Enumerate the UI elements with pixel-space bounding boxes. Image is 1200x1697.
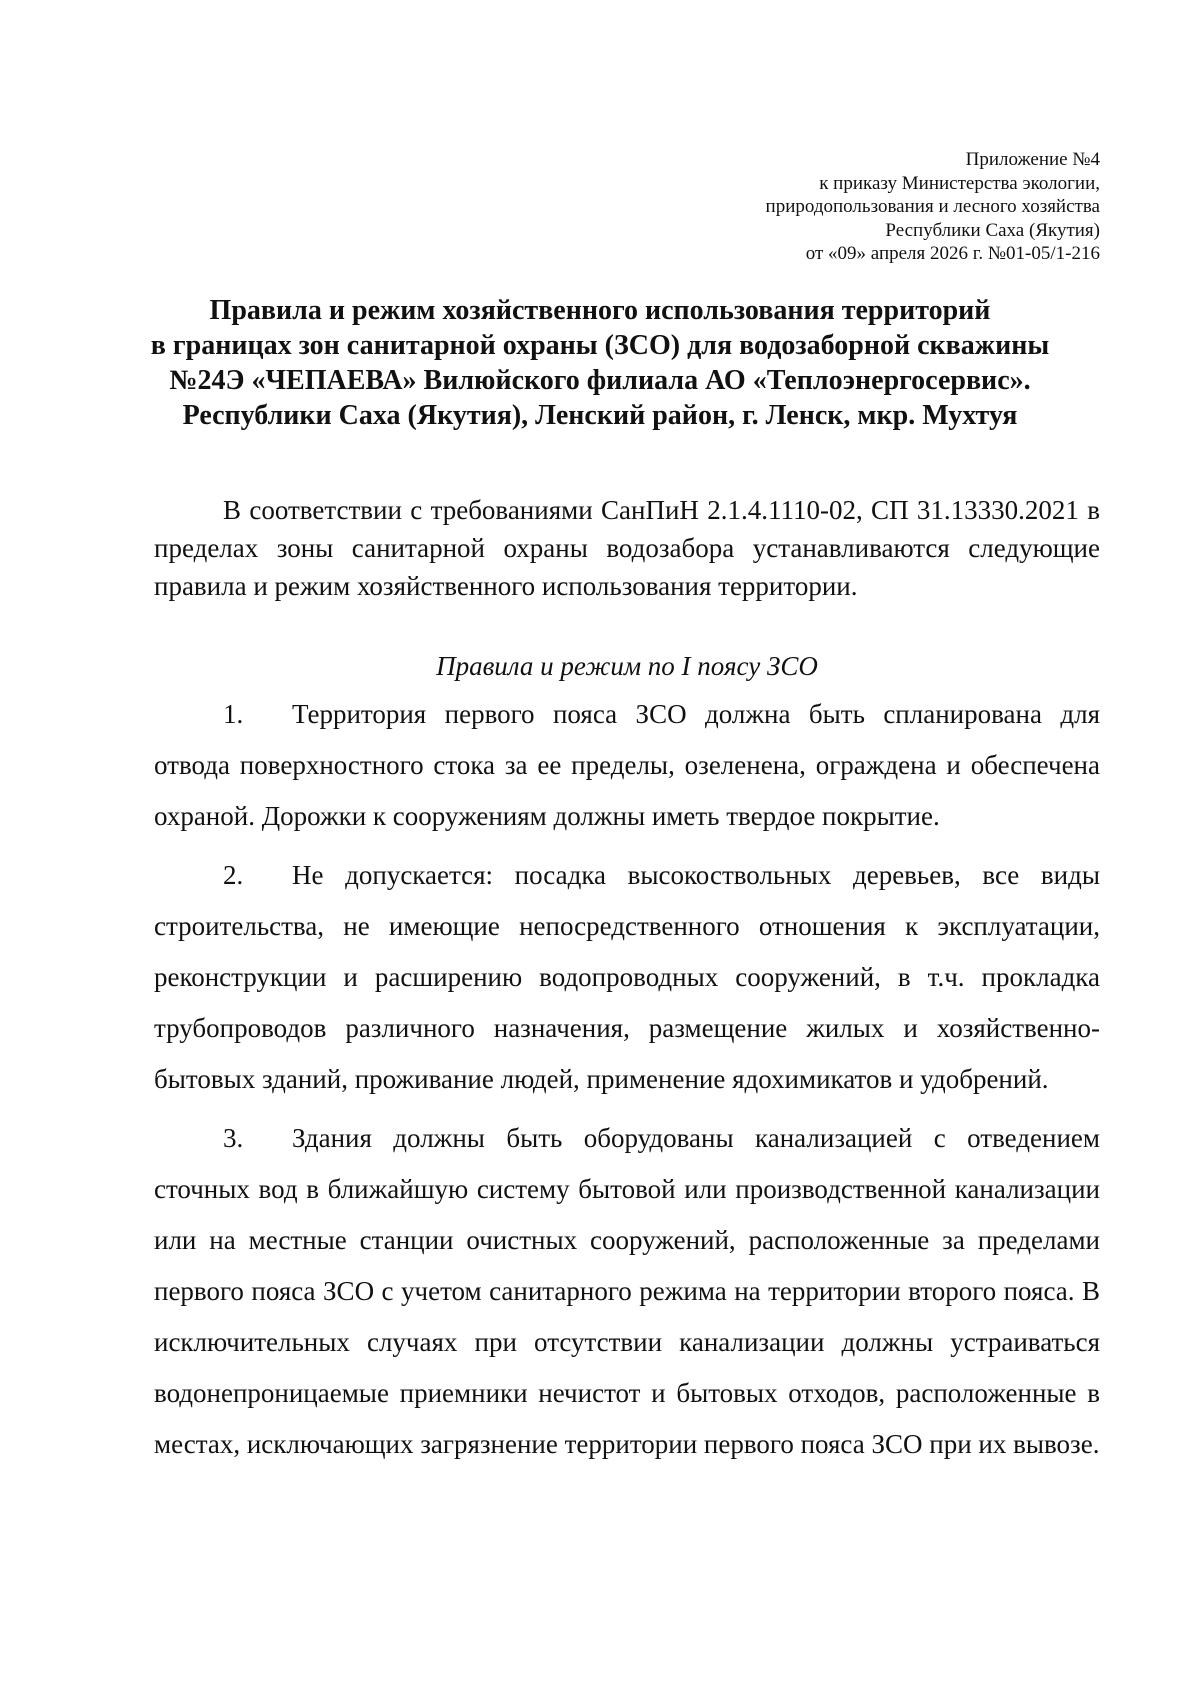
appendix-line: Приложение №4	[965, 149, 1100, 170]
list-item	[154, 1113, 1100, 1470]
item-number: 3.	[223, 1123, 244, 1153]
item-number: 1.	[223, 699, 244, 729]
item-text: Не допускается: посадка высокоствольных деревьев, все виды строительства, не имеющие непосредственного отношения к эксплуатации, реконструкции и расширению водопроводных сооружений, в т.ч. прокладка трубопроводов различного назначения, размещение жилых и хозяйственно-бытовых зданий, проживание людей, применение ядохимикатов и удобрений.	[154, 860, 1100, 1094]
title-line: в границах зон санитарной охраны (ЗСО) для водозаборной скважины	[150, 330, 1050, 361]
rules-list	[154, 689, 1100, 1470]
item-number: 2.	[223, 860, 244, 890]
appendix-reference	[600, 148, 1100, 266]
appendix-line: природопользования и лесного хозяйства	[765, 196, 1100, 217]
document-title	[100, 293, 1100, 433]
list-item	[154, 850, 1100, 1105]
title-line: Правила и режим хозяйственного использования территорий	[209, 295, 991, 326]
appendix-line: от «09» апреля 2026 г. №01-05/1-216	[805, 243, 1100, 264]
title-line: Республики Саха (Якутия), Ленский район, г. Ленск, мкр. Мухтуя	[182, 400, 1018, 431]
item-text: Здания должны быть оборудованы канализацией с отведением сточных вод в ближайшую систему бытовой или производственной канализации или на местные станции очистных сооружений, расположенные за пределами первого пояса ЗСО с учетом санитарного режима на территории второго пояса. В исключительных случаях при отсутствии канализации должны устраиваться водонепроницаемые приемники нечистот и бытовых отходов, расположенные в местах, исключающих загрязнение территории первого пояса ЗСО при их вывозе.	[154, 1123, 1100, 1459]
appendix-line: к приказу Министерства экологии,	[819, 172, 1100, 194]
section-heading: Правила и режим по I поясу ЗСО	[436, 651, 818, 681]
intro-paragraph: В соответствии с требованиями СанПиН 2.1.4.1110-02, СП 31.13330.2021 в пределах зоны санитарной охраны водозабора устанавливаются следующие правила и режим хозяйственного использования территории.	[154, 495, 1100, 601]
item-text: Территория первого пояса ЗСО должна быть спланирована для отвода поверхностного стока за ее пределы, озеленена, ограждена и обеспечена охраной. Дорожки к сооружениям должны иметь твердое покрытие.	[154, 699, 1100, 831]
appendix-line: Республики Саха (Якутия)	[885, 219, 1100, 241]
list-item	[154, 689, 1100, 842]
title-line: №24Э «ЧЕПАЕВА» Вилюйского филиала АО «Теплоэнергосервис».	[169, 365, 1031, 396]
